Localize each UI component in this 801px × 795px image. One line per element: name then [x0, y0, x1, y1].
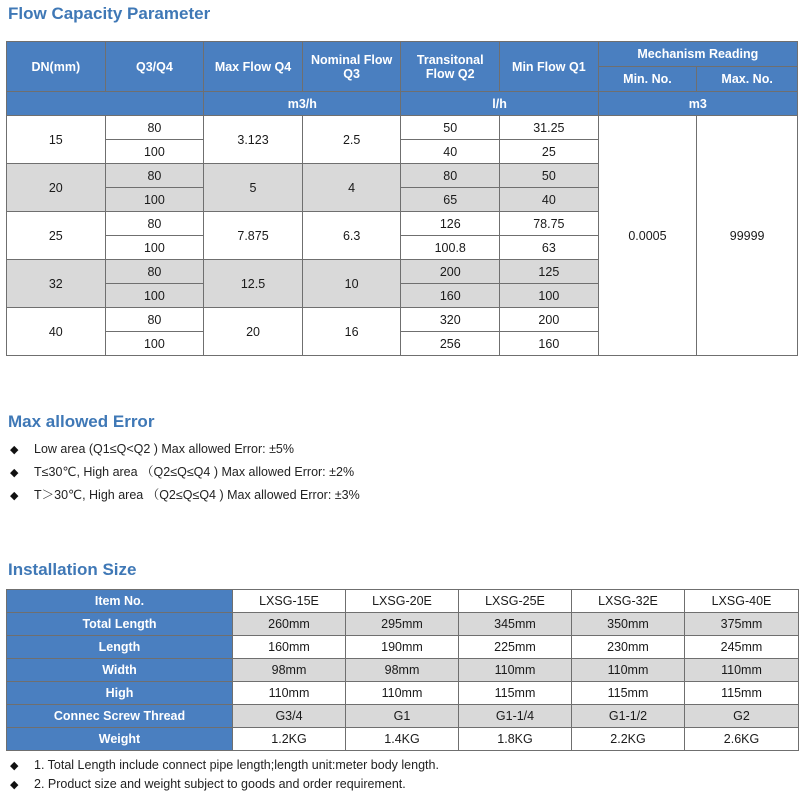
q1-cell: 200	[500, 308, 599, 332]
diamond-bullet-icon: ◆	[10, 467, 19, 479]
q1-cell: 40	[500, 188, 599, 212]
installation-size-table	[6, 589, 799, 751]
row-label: Connec Screw Thread	[7, 705, 233, 728]
q2-cell: 160	[401, 284, 500, 308]
note-text: 1. Total Length include connect pipe length;length unit:meter body length.	[34, 758, 439, 772]
q2-cell: 80	[401, 164, 500, 188]
installation-size-title: Installation Size	[8, 560, 137, 579]
ratio-cell: 100	[105, 284, 204, 308]
diamond-bullet-icon: ◆	[10, 760, 19, 772]
dn-cell: 20	[7, 164, 106, 212]
q1-cell: 78.75	[500, 212, 599, 236]
table-cell: G1-1/2	[572, 705, 685, 728]
row-label: Weight	[7, 728, 233, 751]
table-cell: 2.2KG	[572, 728, 685, 751]
table-row	[7, 590, 799, 613]
note-text: 2. Product size and weight subject to goods and order requirement.	[34, 777, 406, 791]
min-flow-header: Min Flow Q1	[500, 42, 599, 92]
diamond-bullet-icon: ◆	[10, 779, 19, 791]
max-no-value: 99999	[697, 116, 798, 356]
q2-cell: 200	[401, 260, 500, 284]
row-label: Item No.	[7, 590, 233, 613]
table-cell: G2	[685, 705, 799, 728]
table-cell: 98mm	[233, 659, 346, 682]
table-cell: 110mm	[572, 659, 685, 682]
flow-capacity-title: Flow Capacity Parameter	[8, 4, 211, 23]
table-row	[7, 682, 799, 705]
table-cell: 350mm	[572, 613, 685, 636]
table-row	[7, 728, 799, 751]
ratio-cell: 80	[105, 212, 204, 236]
q2-cell: 40	[401, 140, 500, 164]
table-cell: LXSG-20E	[346, 590, 459, 613]
list-item	[10, 461, 360, 484]
table-cell: 115mm	[572, 682, 685, 705]
table-cell: G3/4	[233, 705, 346, 728]
table-cell: 115mm	[459, 682, 572, 705]
mechanism-reading-header: Mechanism Reading	[598, 42, 797, 67]
dn-cell: 25	[7, 212, 106, 260]
table-cell: 1.8KG	[459, 728, 572, 751]
q4-cell: 12.5	[204, 260, 303, 308]
table-cell: 1.4KG	[346, 728, 459, 751]
q3-cell: 4	[302, 164, 401, 212]
error-text: T＞30℃, High area （Q2≤Q≤Q4 ) Max allowed Error: ±3%	[34, 488, 360, 502]
ratio-cell: 100	[105, 236, 204, 260]
table-cell: 115mm	[685, 682, 799, 705]
table-cell: LXSG-40E	[685, 590, 799, 613]
row-label: Length	[7, 636, 233, 659]
table-row	[7, 613, 799, 636]
list-item	[10, 484, 360, 507]
q2-cell: 320	[401, 308, 500, 332]
error-text: Low area (Q1≤Q<Q2 ) Max allowed Error: ±5%	[34, 442, 294, 456]
q3-cell: 6.3	[302, 212, 401, 260]
table-cell: 110mm	[233, 682, 346, 705]
table-cell: 1.2KG	[233, 728, 346, 751]
dn-header: DN(mm)	[7, 42, 106, 92]
table-cell: 245mm	[685, 636, 799, 659]
q2-cell: 100.8	[401, 236, 500, 260]
unit-m3: m3	[598, 92, 797, 116]
dn-cell: 40	[7, 308, 106, 356]
row-label: High	[7, 682, 233, 705]
list-item	[10, 438, 360, 461]
q1-cell: 100	[500, 284, 599, 308]
error-list	[10, 438, 360, 507]
table-cell: 190mm	[346, 636, 459, 659]
table-cell: G1-1/4	[459, 705, 572, 728]
q1-cell: 31.25	[500, 116, 599, 140]
unit-lh: l/h	[401, 92, 598, 116]
q4-cell: 7.875	[204, 212, 303, 260]
max-error-title: Max allowed Error	[8, 412, 155, 431]
dn-cell: 15	[7, 116, 106, 164]
q3-cell: 2.5	[302, 116, 401, 164]
table-cell: 295mm	[346, 613, 459, 636]
q1-cell: 63	[500, 236, 599, 260]
table-cell: 98mm	[346, 659, 459, 682]
table-cell: 2.6KG	[685, 728, 799, 751]
q3-cell: 10	[302, 260, 401, 308]
q3q4-header: Q3/Q4	[105, 42, 204, 92]
ratio-cell: 80	[105, 308, 204, 332]
table-cell: LXSG-32E	[572, 590, 685, 613]
notes-list	[10, 756, 439, 794]
table-cell: 110mm	[346, 682, 459, 705]
q1-cell: 160	[500, 332, 599, 356]
table-row	[7, 705, 799, 728]
table-cell: LXSG-15E	[233, 590, 346, 613]
q4-cell: 5	[204, 164, 303, 212]
ratio-cell: 100	[105, 188, 204, 212]
table-cell: 225mm	[459, 636, 572, 659]
q1-cell: 25	[500, 140, 599, 164]
list-item	[10, 756, 439, 775]
min-no-header: Min. No.	[598, 67, 697, 92]
list-item	[10, 775, 439, 794]
diamond-bullet-icon: ◆	[10, 490, 19, 502]
ratio-cell: 100	[105, 332, 204, 356]
table-cell: 260mm	[233, 613, 346, 636]
table-cell: 345mm	[459, 613, 572, 636]
q2-cell: 50	[401, 116, 500, 140]
min-no-value: 0.0005	[598, 116, 697, 356]
max-flow-header: Max Flow Q4	[204, 42, 303, 92]
table-cell: 160mm	[233, 636, 346, 659]
table-cell: 110mm	[459, 659, 572, 682]
ratio-cell: 80	[105, 164, 204, 188]
q2-cell: 65	[401, 188, 500, 212]
table-cell: 230mm	[572, 636, 685, 659]
flow-capacity-table	[6, 41, 798, 356]
table-cell: 375mm	[685, 613, 799, 636]
diamond-bullet-icon: ◆	[10, 444, 19, 456]
ratio-cell: 80	[105, 116, 204, 140]
error-text: T≤30℃, High area （Q2≤Q≤Q4 ) Max allowed Error: ±2%	[34, 465, 355, 479]
q3-cell: 16	[302, 308, 401, 356]
ratio-cell: 100	[105, 140, 204, 164]
q2-cell: 126	[401, 212, 500, 236]
table-row	[7, 659, 799, 682]
unit-m3h: m3/h	[204, 92, 401, 116]
row-label: Total Length	[7, 613, 233, 636]
blank-unit-cell	[7, 92, 204, 116]
q2-cell: 256	[401, 332, 500, 356]
table-cell: 110mm	[685, 659, 799, 682]
q1-cell: 125	[500, 260, 599, 284]
ratio-cell: 80	[105, 260, 204, 284]
row-label: Width	[7, 659, 233, 682]
q1-cell: 50	[500, 164, 599, 188]
q4-cell: 20	[204, 308, 303, 356]
table-cell: G1	[346, 705, 459, 728]
dn-cell: 32	[7, 260, 106, 308]
nominal-flow-header: Nominal Flow Q3	[302, 42, 401, 92]
q4-cell: 3.123	[204, 116, 303, 164]
max-no-header: Max. No.	[697, 67, 798, 92]
table-row	[7, 636, 799, 659]
table-cell: LXSG-25E	[459, 590, 572, 613]
transitional-flow-header: Transitonal Flow Q2	[401, 42, 500, 92]
